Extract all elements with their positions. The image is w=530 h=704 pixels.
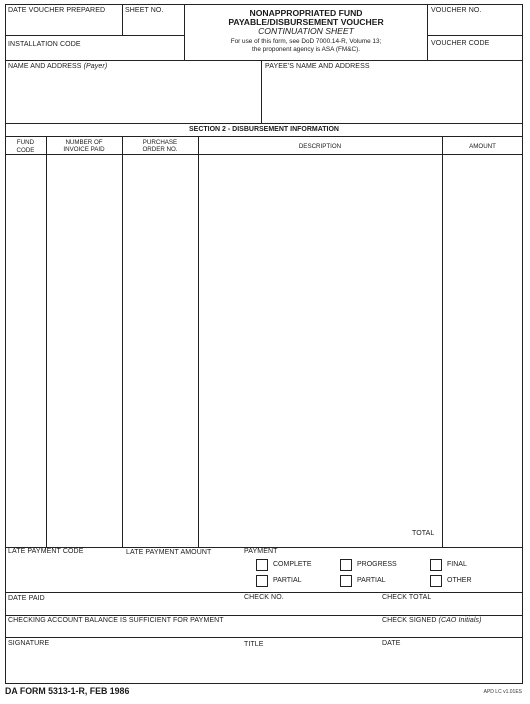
amount-column-field[interactable] (443, 155, 522, 546)
installation-code-label: INSTALLATION CODE (8, 41, 81, 48)
late-payment-code-label: LATE PAYMENT CODE (8, 548, 84, 555)
date-paid-label: DATE PAID (8, 595, 45, 602)
col-po-1: PURCHASE (142, 139, 178, 146)
payer-label-text: NAME AND ADDRESS (8, 63, 82, 70)
form-note-line1: For use of this form, see DoD 7000.14-R, Volume 13; (230, 38, 382, 45)
divider (5, 637, 523, 638)
col-po-2: ORDER NO. (142, 146, 178, 153)
invoice-column-field[interactable] (47, 155, 121, 546)
date-label: DATE (382, 640, 401, 647)
complete-label: COMPLETE (273, 561, 312, 568)
po-column-field[interactable] (123, 155, 197, 546)
signature-label: SIGNATURE (8, 640, 50, 647)
payer-label (8, 63, 107, 71)
col-invoice-1: NUMBER OF (65, 139, 103, 146)
date-voucher-prepared-label: DATE VOUCHER PREPARED (8, 7, 106, 14)
partial-label-1: PARTIAL (273, 577, 302, 584)
payer-name-address-field[interactable] (6, 72, 260, 122)
balance-statement: CHECKING ACCOUNT BALANCE IS SUFFICIENT FOR PAYMENT (8, 617, 224, 624)
payee-label: PAYEE'S NAME AND ADDRESS (265, 63, 370, 70)
divider (5, 615, 523, 616)
divider (5, 60, 523, 61)
payee-name-address-field[interactable] (262, 72, 522, 122)
date-field[interactable] (380, 650, 522, 682)
form-note-line2: the proponent agency is ASA (FM&C). (252, 46, 360, 53)
form-id: DA FORM 5313-1-R, FEB 1986 (5, 686, 130, 696)
col-amount: AMOUNT (469, 143, 496, 150)
check-signed-text: CHECK SIGNED (382, 617, 437, 624)
form-title-line1: NONAPPROPRIATED FUND (249, 8, 363, 18)
payer-label-note: (Payer) (83, 63, 108, 70)
check-signed-field[interactable] (380, 626, 522, 636)
description-column-field[interactable] (199, 155, 441, 525)
col-fund-code-2: CODE (16, 147, 35, 154)
sheet-no-field[interactable] (123, 16, 183, 34)
final-label: FINAL (447, 561, 467, 568)
fund-code-column-field[interactable] (6, 155, 45, 546)
other-label: OTHER (447, 577, 472, 584)
date-paid-field[interactable] (6, 603, 240, 615)
check-signed-label (382, 617, 482, 625)
voucher-no-field[interactable] (428, 16, 522, 34)
signature-field[interactable] (6, 650, 240, 682)
sheet-no-label: SHEET NO. (125, 7, 164, 14)
payment-label: PAYMENT (244, 548, 278, 555)
check-total-label: CHECK TOTAL (382, 594, 432, 601)
partial-label-2: PARTIAL (357, 577, 386, 584)
section2-title: SECTION 2 - DISBURSEMENT INFORMATION (189, 126, 339, 133)
check-no-label: CHECK NO. (244, 594, 284, 601)
col-fund-code-1: FUND (16, 139, 35, 146)
title-field[interactable] (242, 650, 378, 682)
other-checkbox[interactable] (430, 575, 442, 587)
check-total-field[interactable] (380, 603, 522, 615)
late-payment-amount-label: LATE PAYMENT AMOUNT (126, 549, 212, 556)
installation-code-field[interactable] (6, 49, 183, 59)
check-no-field[interactable] (242, 603, 378, 615)
title-label: TITLE (244, 641, 264, 648)
progress-label: PROGRESS (357, 561, 397, 568)
divider (5, 136, 523, 137)
voucher-code-label: VOUCHER CODE (431, 40, 490, 47)
version-label: APD LC v1.01ES (483, 689, 522, 695)
check-signed-note: (CAO Initials) (438, 617, 482, 624)
divider (427, 35, 523, 36)
voucher-no-label: VOUCHER NO. (431, 7, 482, 14)
col-description: DESCRIPTION (298, 143, 342, 150)
date-voucher-prepared-field[interactable] (6, 16, 121, 34)
late-payment-amount-field[interactable] (124, 558, 236, 591)
form-title-line2: PAYABLE/DISBURSEMENT VOUCHER (228, 17, 384, 27)
late-payment-code-field[interactable] (6, 557, 118, 591)
final-checkbox[interactable] (430, 559, 442, 571)
col-invoice-2: INVOICE PAID (63, 146, 105, 153)
partial-checkbox-1[interactable] (256, 575, 268, 587)
complete-checkbox[interactable] (256, 559, 268, 571)
voucher-code-field[interactable] (428, 48, 522, 59)
partial-checkbox-2[interactable] (340, 575, 352, 587)
divider (5, 592, 523, 593)
total-label: TOTAL (412, 530, 435, 537)
divider (5, 123, 523, 124)
progress-checkbox[interactable] (340, 559, 352, 571)
divider (5, 35, 184, 36)
form-subtitle: CONTINUATION SHEET (258, 26, 354, 36)
